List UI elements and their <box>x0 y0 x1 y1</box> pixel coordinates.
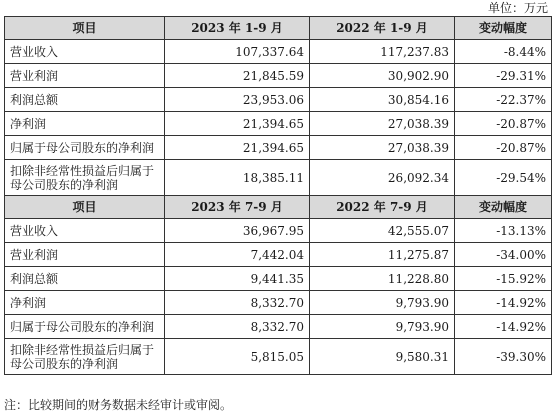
value-prior: 26,092.34 <box>310 160 455 196</box>
financial-table <box>4 16 552 375</box>
unit-label: 单位：万元 <box>487 1 548 15</box>
table-row <box>5 112 552 136</box>
table-row <box>5 243 552 267</box>
value-change: -29.31% <box>455 64 552 88</box>
row-label: 营业利润 <box>5 64 165 88</box>
row-label: 扣除非经常性损益后归属于母公司股东的净利润 <box>5 160 165 196</box>
value-prior: 9,793.90 <box>310 291 455 315</box>
header-period-current: 2023 年 1-9 月 <box>165 17 310 40</box>
value-current: 8,332.70 <box>165 315 310 339</box>
value-change: -39.30% <box>455 339 552 375</box>
header-change: 变动幅度 <box>455 17 552 40</box>
value-current: 21,394.65 <box>165 112 310 136</box>
row-label: 净利润 <box>5 112 165 136</box>
value-change: -20.87% <box>455 112 552 136</box>
header-period-prior: 2022 年 1-9 月 <box>310 17 455 40</box>
value-current: 107,337.64 <box>165 40 310 64</box>
row-label: 利润总额 <box>5 88 165 112</box>
header-period-prior: 2022 年 7-9 月 <box>310 196 455 219</box>
table-row <box>5 315 552 339</box>
value-prior: 30,902.90 <box>310 64 455 88</box>
value-change: -15.92% <box>455 267 552 291</box>
value-change: -13.13% <box>455 219 552 243</box>
value-change: -34.00% <box>455 243 552 267</box>
row-label: 利润总额 <box>5 267 165 291</box>
row-label: 营业利润 <box>5 243 165 267</box>
value-prior: 27,038.39 <box>310 136 455 160</box>
header-item: 项目 <box>5 17 165 40</box>
value-current: 9,441.35 <box>165 267 310 291</box>
value-change: -20.87% <box>455 136 552 160</box>
table-row <box>5 339 552 375</box>
header-change: 变动幅度 <box>455 196 552 219</box>
value-current: 8,332.70 <box>165 291 310 315</box>
table-row <box>5 136 552 160</box>
table-row <box>5 88 552 112</box>
value-prior: 30,854.16 <box>310 88 455 112</box>
value-prior: 9,793.90 <box>310 315 455 339</box>
table-header-row <box>5 17 552 40</box>
value-prior: 11,275.87 <box>310 243 455 267</box>
value-current: 5,815.05 <box>165 339 310 375</box>
header-period-current: 2023 年 7-9 月 <box>165 196 310 219</box>
row-label: 营业收入 <box>5 40 165 64</box>
value-current: 23,953.06 <box>165 88 310 112</box>
table-header-row <box>5 196 552 219</box>
table-row <box>5 64 552 88</box>
value-current: 21,394.65 <box>165 136 310 160</box>
value-change: -14.92% <box>455 291 552 315</box>
value-current: 18,385.11 <box>165 160 310 196</box>
value-change: -8.44% <box>455 40 552 64</box>
row-label: 扣除非经常性损益后归属于母公司股东的净利润 <box>5 339 165 375</box>
table-row <box>5 291 552 315</box>
value-current: 36,967.95 <box>165 219 310 243</box>
row-label: 净利润 <box>5 291 165 315</box>
value-prior: 9,580.31 <box>310 339 455 375</box>
value-current: 21,845.59 <box>165 64 310 88</box>
value-prior: 42,555.07 <box>310 219 455 243</box>
value-change: -14.92% <box>455 315 552 339</box>
value-prior: 27,038.39 <box>310 112 455 136</box>
value-change: -22.37% <box>455 88 552 112</box>
row-label: 归属于母公司股东的净利润 <box>5 136 165 160</box>
value-change: -29.54% <box>455 160 552 196</box>
value-prior: 11,228.80 <box>310 267 455 291</box>
header-item: 项目 <box>5 196 165 219</box>
row-label: 归属于母公司股东的净利润 <box>5 315 165 339</box>
value-prior: 117,237.83 <box>310 40 455 64</box>
footnote: 注：比较期间的财务数据未经审计或审阅。 <box>4 398 233 412</box>
table-row <box>5 40 552 64</box>
table-row <box>5 267 552 291</box>
table-row <box>5 160 552 196</box>
table-row <box>5 219 552 243</box>
value-current: 7,442.04 <box>165 243 310 267</box>
row-label: 营业收入 <box>5 219 165 243</box>
